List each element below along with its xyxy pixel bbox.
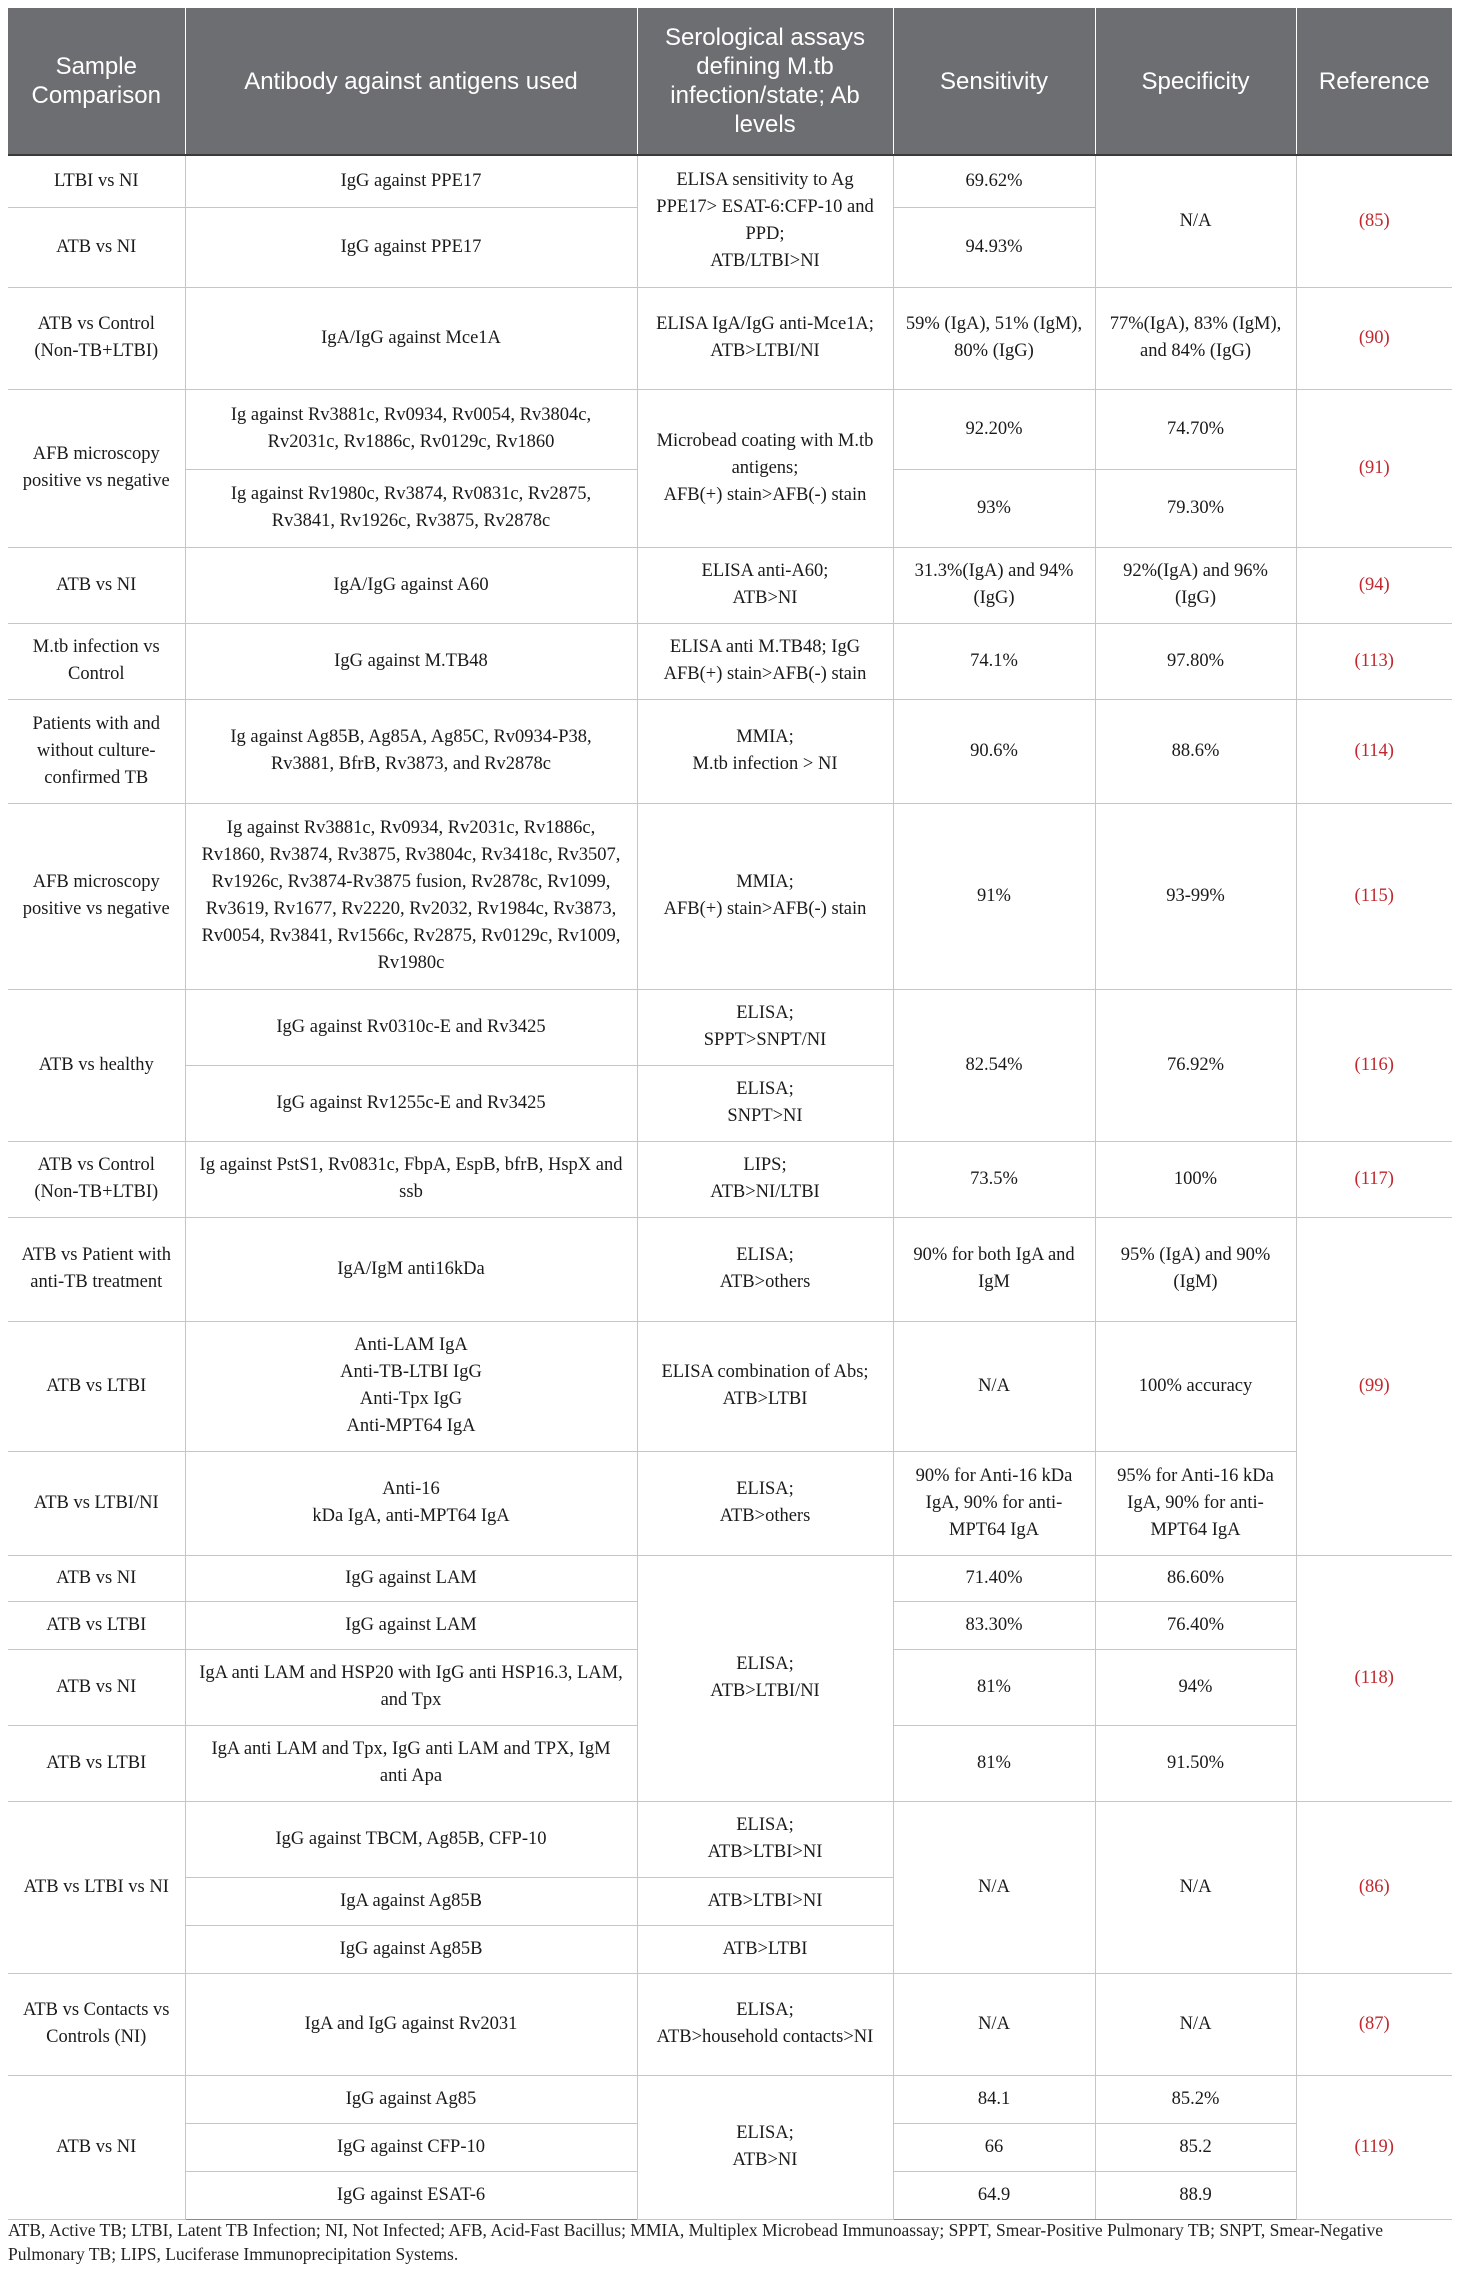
reference-link[interactable]: (115)	[1296, 803, 1452, 989]
table-row	[8, 1321, 1452, 1451]
cell-specificity: 86.60%	[1095, 1555, 1296, 1601]
cell-assay: ELISA; ATB>others	[637, 1217, 893, 1321]
cell-sensitivity: N/A	[893, 1321, 1095, 1451]
cell-sensitivity: N/A	[893, 1973, 1095, 2075]
cell-assay: ELISA IgA/IgG anti-Mce1A; ATB>LTBI/NI	[637, 287, 893, 389]
cell-assay: MMIA; AFB(+) stain>AFB(-) stain	[637, 803, 893, 989]
cell-specificity: 100%	[1095, 1141, 1296, 1217]
cell-comparison: ATB vs LTBI/NI	[8, 1451, 185, 1555]
cell-sensitivity: 81%	[893, 1649, 1095, 1725]
reference-link[interactable]: (118)	[1296, 1555, 1452, 1801]
header-antibody: Antibody against antigens used	[185, 8, 637, 155]
cell-specificity: 88.6%	[1095, 699, 1296, 803]
table-row	[8, 1141, 1452, 1217]
cell-antibody: Ig against PstS1, Rv0831c, FbpA, EspB, bfrB, HspX and ssb	[185, 1141, 637, 1217]
cell-assay: MMIA; M.tb infection > NI	[637, 699, 893, 803]
cell-comparison: ATB vs Contacts vs Controls (NI)	[8, 1973, 185, 2075]
cell-specificity: 100% accuracy	[1095, 1321, 1296, 1451]
cell-sensitivity: 69.62%	[893, 155, 1095, 207]
cell-antibody: IgA/IgG against A60	[185, 547, 637, 623]
cell-sensitivity: 83.30%	[893, 1601, 1095, 1649]
cell-comparison: AFB microscopy positive vs negative	[8, 803, 185, 989]
table-footnote: ATB, Active TB; LTBI, Latent TB Infection; NI, Not Infected; AFB, Acid-Fast Bacillus; MMIA, Multiplex Microbead Immunoassay; SPPT, Smear-Positive Pulmonary TB; SNPT, Smear-Negative Pulmonary TB; LIPS, Luciferase Immunoprecipitation Systems.	[8, 2220, 1384, 2264]
cell-antibody: IgG against Rv0310c-E and Rv3425	[185, 989, 637, 1065]
cell-assay: ATB>LTBI	[637, 1925, 893, 1973]
cell-specificity: 92%(IgA) and 96% (IgG)	[1095, 547, 1296, 623]
cell-specificity: 74.70%	[1095, 389, 1296, 469]
cell-assay: ELISA; ATB>others	[637, 1451, 893, 1555]
cell-comparison: ATB vs Control (Non-TB+LTBI)	[8, 287, 185, 389]
cell-assay: ELISA anti-A60; ATB>NI	[637, 547, 893, 623]
cell-assay: ELISA; ATB>LTBI/NI	[637, 1555, 893, 1801]
cell-antibody: IgA/IgG against Mce1A	[185, 287, 637, 389]
cell-specificity: 97.80%	[1095, 623, 1296, 699]
cell-comparison: ATB vs LTBI	[8, 1321, 185, 1451]
cell-sensitivity: 93%	[893, 469, 1095, 547]
reference-link[interactable]: (113)	[1296, 623, 1452, 699]
cell-sensitivity: 73.5%	[893, 1141, 1095, 1217]
cell-sensitivity: 31.3%(IgA) and 94% (IgG)	[893, 547, 1095, 623]
cell-sensitivity: 64.9	[893, 2171, 1095, 2219]
cell-sensitivity: 59% (IgA), 51% (IgM), 80% (IgG)	[893, 287, 1095, 389]
cell-antibody: Ig against Ag85B, Ag85A, Ag85C, Rv0934-P38, Rv3881, BfrB, Rv3873, and Rv2878c	[185, 699, 637, 803]
cell-comparison: ATB vs healthy	[8, 989, 185, 1141]
table-row	[8, 1801, 1452, 1877]
cell-specificity: 95% for Anti-16 kDa IgA, 90% for anti-MPT64 IgA	[1095, 1451, 1296, 1555]
cell-specificity: 88.9	[1095, 2171, 1296, 2219]
cell-specificity: 95% (IgA) and 90%(IgM)	[1095, 1217, 1296, 1321]
cell-comparison: ATB vs LTBI	[8, 1725, 185, 1801]
cell-comparison: ATB vs LTBI vs NI	[8, 1801, 185, 1973]
cell-specificity: 76.92%	[1095, 989, 1296, 1141]
cell-sensitivity: 84.1	[893, 2075, 1095, 2123]
cell-antibody: IgA against Ag85B	[185, 1877, 637, 1925]
cell-sensitivity: 74.1%	[893, 623, 1095, 699]
table-row	[8, 547, 1452, 623]
table-row	[8, 155, 1452, 207]
cell-antibody: IgG against M.TB48	[185, 623, 637, 699]
table-row	[8, 989, 1452, 1065]
reference-link[interactable]: (99)	[1296, 1217, 1452, 1555]
header-sample-comparison: Sample Comparison	[8, 8, 185, 155]
cell-antibody: Anti-16 kDa IgA, anti-MPT64 IgA	[185, 1451, 637, 1555]
cell-specificity: 94%	[1095, 1649, 1296, 1725]
cell-sensitivity: 81%	[893, 1725, 1095, 1801]
cell-antibody: IgG against LAM	[185, 1601, 637, 1649]
cell-sensitivity: 90% for Anti-16 kDa IgA, 90% for anti-MPT64 IgA	[893, 1451, 1095, 1555]
table-row	[8, 1451, 1452, 1555]
cell-specificity: N/A	[1095, 1973, 1296, 2075]
cell-comparison: LTBI vs NI	[8, 155, 185, 207]
cell-comparison: ATB vs NI	[8, 1555, 185, 1601]
header-row	[8, 8, 1452, 155]
cell-assay: Microbead coating with M.tb antigens; AFB(+) stain>AFB(-) stain	[637, 389, 893, 547]
table-row	[8, 287, 1452, 389]
cell-assay: ELISA; ATB>household contacts>NI	[637, 1973, 893, 2075]
cell-antibody: Anti-LAM IgA Anti-TB-LTBI IgG Anti-Tpx IgG Anti-MPT64 IgA	[185, 1321, 637, 1451]
reference-link[interactable]: (114)	[1296, 699, 1452, 803]
cell-antibody: IgG against Ag85B	[185, 1925, 637, 1973]
cell-antibody: IgA and IgG against Rv2031	[185, 1973, 637, 2075]
reference-link[interactable]: (90)	[1296, 287, 1452, 389]
header-sensitivity: Sensitivity	[893, 8, 1095, 155]
table-row	[8, 623, 1452, 699]
reference-link[interactable]: (85)	[1296, 155, 1452, 287]
cell-assay: ATB>LTBI>NI	[637, 1877, 893, 1925]
cell-specificity: N/A	[1095, 1801, 1296, 1973]
cell-comparison: Patients with and without culture-confirmed TB	[8, 699, 185, 803]
cell-comparison: ATB vs NI	[8, 1649, 185, 1725]
cell-comparison: ATB vs Patient with anti-TB treatment	[8, 1217, 185, 1321]
header-specificity: Specificity	[1095, 8, 1296, 155]
reference-link[interactable]: (91)	[1296, 389, 1452, 547]
cell-antibody: IgG against ESAT-6	[185, 2171, 637, 2219]
cell-specificity: N/A	[1095, 155, 1296, 287]
cell-antibody: Ig against Rv3881c, Rv0934, Rv2031c, Rv1886c, Rv1860, Rv3874, Rv3875, Rv3804c, Rv3418c, Rv3507, Rv1926c, Rv3874-Rv3875 fusion, Rv2878c, Rv1099, Rv3619, Rv1677, Rv2220, Rv2032, Rv1984c, Rv3873, Rv0054, Rv3841, Rv1566c, Rv2875, Rv0129c, Rv1009, Rv1980c	[185, 803, 637, 989]
cell-specificity: 85.2%	[1095, 2075, 1296, 2123]
cell-antibody: IgG against CFP-10	[185, 2123, 637, 2171]
table-row	[8, 803, 1452, 989]
cell-comparison: ATB vs LTBI	[8, 1601, 185, 1649]
table-row	[8, 699, 1452, 803]
serology-table	[8, 8, 1452, 2220]
cell-antibody: IgA/IgM anti16kDa	[185, 1217, 637, 1321]
table-row	[8, 1217, 1452, 1321]
cell-specificity: 91.50%	[1095, 1725, 1296, 1801]
table-row	[8, 1973, 1452, 2075]
table-row	[8, 389, 1452, 469]
cell-specificity: 93-99%	[1095, 803, 1296, 989]
reference-link[interactable]: (116)	[1296, 989, 1452, 1141]
cell-comparison: AFB microscopy positive vs negative	[8, 389, 185, 547]
cell-assay: ELISA; SPPT>SNPT/NI	[637, 989, 893, 1065]
reference-link[interactable]: (86)	[1296, 1801, 1452, 1973]
cell-antibody: Ig against Rv1980c, Rv3874, Rv0831c, Rv2875, Rv3841, Rv1926c, Rv3875, Rv2878c	[185, 469, 637, 547]
cell-assay: ELISA anti M.TB48; IgG AFB(+) stain>AFB(-) stain	[637, 623, 893, 699]
cell-specificity: 76.40%	[1095, 1601, 1296, 1649]
table-row	[8, 1555, 1452, 1601]
cell-sensitivity: 94.93%	[893, 207, 1095, 287]
cell-antibody: IgG against LAM	[185, 1555, 637, 1601]
table-row	[8, 2075, 1452, 2123]
cell-antibody: IgG against Rv1255c-E and Rv3425	[185, 1065, 637, 1141]
cell-sensitivity: N/A	[893, 1801, 1095, 1973]
cell-antibody: IgG against TBCM, Ag85B, CFP-10	[185, 1801, 637, 1877]
cell-sensitivity: 66	[893, 2123, 1095, 2171]
reference-link[interactable]: (94)	[1296, 547, 1452, 623]
cell-comparison: M.tb infection vs Control	[8, 623, 185, 699]
cell-antibody: IgG against PPE17	[185, 155, 637, 207]
cell-antibody: IgG against Ag85	[185, 2075, 637, 2123]
cell-specificity: 85.2	[1095, 2123, 1296, 2171]
cell-assay: ELISA; ATB>NI	[637, 2075, 893, 2219]
cell-sensitivity: 91%	[893, 803, 1095, 989]
cell-sensitivity: 90.6%	[893, 699, 1095, 803]
cell-assay: ELISA; ATB>LTBI>NI	[637, 1801, 893, 1877]
cell-comparison: ATB vs NI	[8, 2075, 185, 2219]
cell-antibody: IgG against PPE17	[185, 207, 637, 287]
reference-link[interactable]: (87)	[1296, 1973, 1452, 2075]
cell-assay: ELISA sensitivity to Ag PPE17> ESAT-6:CFP-10 and PPD; ATB/LTBI>NI	[637, 155, 893, 287]
cell-specificity: 77%(IgA), 83% (IgM), and 84% (IgG)	[1095, 287, 1296, 389]
cell-assay: LIPS; ATB>NI/LTBI	[637, 1141, 893, 1217]
cell-sensitivity: 92.20%	[893, 389, 1095, 469]
cell-sensitivity: 82.54%	[893, 989, 1095, 1141]
cell-assay: ELISA; SNPT>NI	[637, 1065, 893, 1141]
cell-sensitivity: 90% for both IgA and IgM	[893, 1217, 1095, 1321]
cell-assay: ELISA combination of Abs; ATB>LTBI	[637, 1321, 893, 1451]
cell-antibody: IgA anti LAM and HSP20 with IgG anti HSP16.3, LAM, and Tpx	[185, 1649, 637, 1725]
header-reference: Reference	[1296, 8, 1452, 155]
cell-antibody: Ig against Rv3881c, Rv0934, Rv0054, Rv3804c, Rv2031c, Rv1886c, Rv0129c, Rv1860	[185, 389, 637, 469]
reference-link[interactable]: (119)	[1296, 2075, 1452, 2219]
reference-link[interactable]: (117)	[1296, 1141, 1452, 1217]
cell-antibody: IgA anti LAM and Tpx, IgG anti LAM and TPX, IgM anti Apa	[185, 1725, 637, 1801]
cell-specificity: 79.30%	[1095, 469, 1296, 547]
header-serological-assays: Serological assays defining M.tb infection/state; Ab levels	[637, 8, 893, 155]
cell-comparison: ATB vs Control (Non-TB+LTBI)	[8, 1141, 185, 1217]
cell-sensitivity: 71.40%	[893, 1555, 1095, 1601]
cell-comparison: ATB vs NI	[8, 207, 185, 287]
cell-comparison: ATB vs NI	[8, 547, 185, 623]
